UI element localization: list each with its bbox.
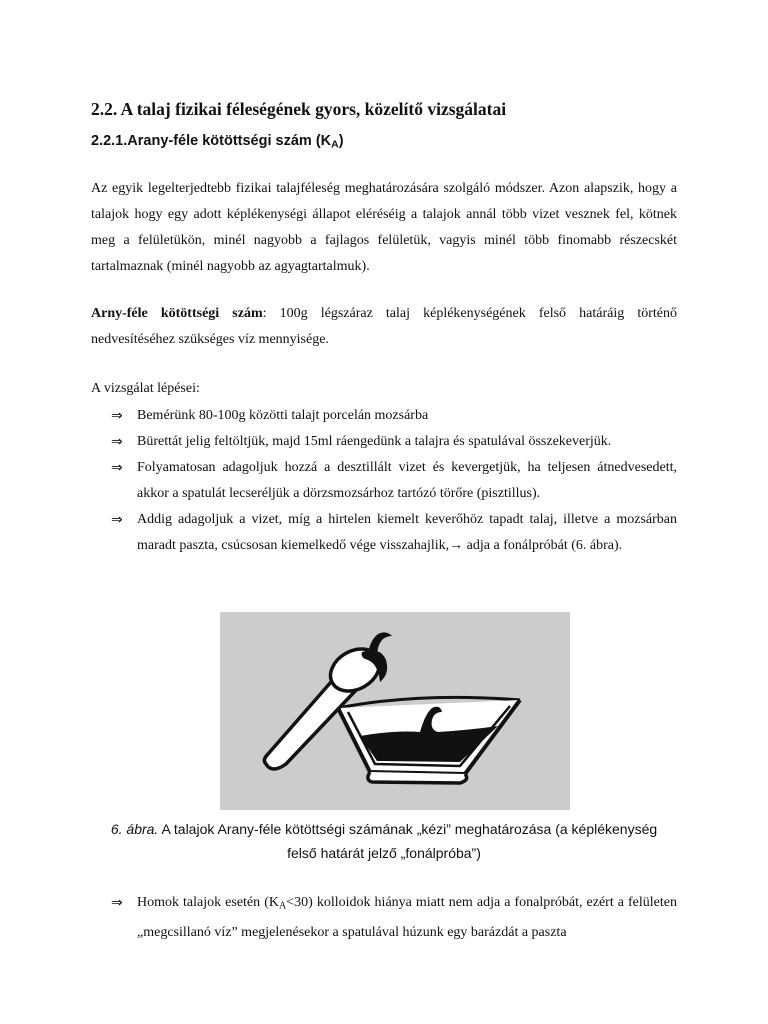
figure-label: 6. ábra. — [110, 821, 159, 837]
section-title: A talaj fizikai féleségének gyors, közelítő vizsgálatai — [120, 99, 507, 119]
definition-paragraph — [91, 301, 677, 353]
double-arrow-icon: ⇒ — [111, 460, 123, 476]
section-number: 2.2. — [91, 99, 118, 119]
figure-caption — [100, 817, 668, 865]
list-item-text: Folyamatosan adagoljuk hozzá a desztillált vizet és kevergetjük, ha teljesen átnedvesedett, akkor a spatulát lecseréljük a dörzsmozsárhoz tartózó törőre (pisztillus). — [137, 460, 677, 501]
subsection-title: Arany-féle kötöttségi szám (K — [127, 133, 332, 149]
mortar-pestle-illustration — [220, 612, 570, 810]
list-item-text: Bemérünk 80-100g közötti talajt porcelán mozsárba — [137, 408, 429, 423]
definition-text: : 100g légszáraz talaj képlékenységének felső határáig történő nedvesítéséhez szükséges víz mennyisége. — [91, 306, 677, 347]
double-arrow-icon: ⇒ — [111, 512, 123, 528]
subsection-close: ) — [338, 133, 344, 149]
list-item — [111, 455, 677, 507]
steps-intro: A vizsgálat lépései: — [91, 381, 200, 396]
last-item-pre: Homok talajok esetén (K — [137, 895, 279, 910]
last-item-post: <30) kolloidok hiánya miatt nem adja a fonalpróbát, ezért a felületen „megcsillanó víz” megjelenésekor a spatulával húzunk egy barázdát a paszta — [137, 895, 677, 940]
definition-term: Arny-féle kötöttségi szám — [91, 306, 263, 321]
list-item-text: Bürettát jelig feltöltjük, majd 15ml ráengedünk a talajra és spatulával összekeverjük. — [137, 434, 612, 449]
double-arrow-icon: ⇒ — [111, 895, 123, 911]
list-item-text — [137, 890, 677, 946]
last-item-subscript: A — [278, 900, 287, 912]
list-item — [111, 403, 677, 429]
mortar-pestle-figure — [220, 612, 570, 810]
double-arrow-icon: ⇒ — [111, 408, 123, 424]
list-item — [111, 429, 677, 455]
list-item — [111, 890, 677, 946]
list-item-text: Addig adagoljuk a vizet, míg a hirtelen kiemelt keverőhöz tapadt talaj, illetve a mozsárban maradt paszta, csúcsosan kiemelkedő vége visszahajlik,→ adja a fonálpróbát (6. ábra). — [137, 512, 677, 553]
double-arrow-icon: ⇒ — [111, 434, 123, 450]
intro-paragraph: Az egyik legelterjedtebb fizikai talajféleség meghatározására szolgáló módszer. Azon alapszik, hogy a talajok hogy egy adott képlékenységi állapot eléréséig a talajok annál több vizet vesznek fel, kötnek meg a felületükön, minél nagyobb a fajlagos felületük, vagyis minél több finomabb részecskét tartalmaznak (minél nagyobb az agyagtartalmuk). — [91, 181, 677, 274]
subsection-heading — [91, 133, 691, 151]
section-heading — [91, 99, 691, 120]
figure-caption-text: A talajok Arany-féle kötöttségi számának „kézi” meghatározása (a képlékenység felső határát jelző „fonálpróba”) — [158, 821, 658, 861]
subsection-number: 2.2.1. — [91, 133, 128, 149]
subsection-subscript: A — [331, 139, 339, 151]
list-item — [111, 507, 677, 559]
